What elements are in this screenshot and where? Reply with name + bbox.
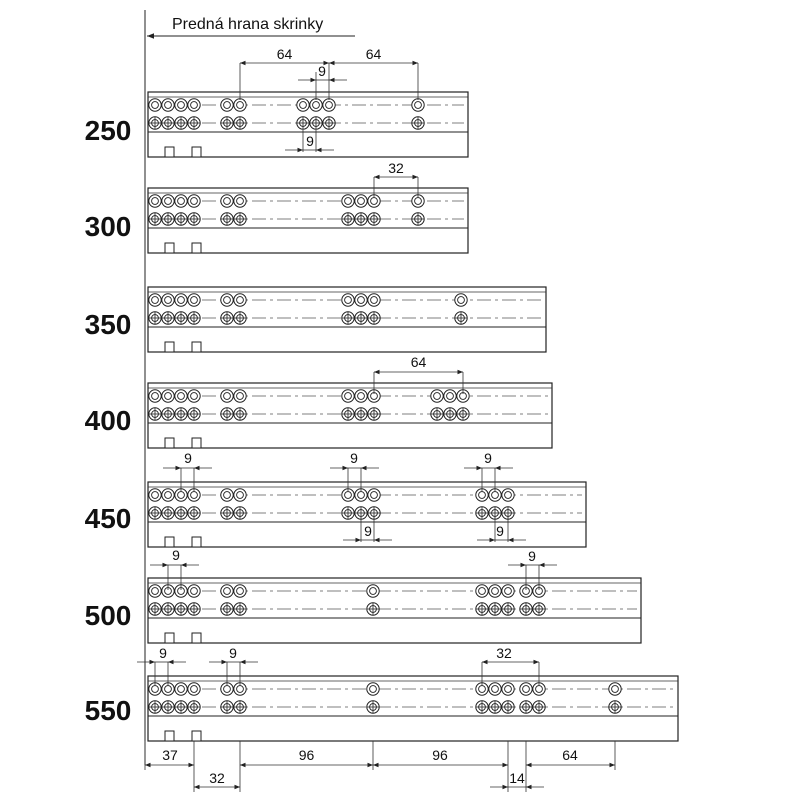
- dimension-value: 9: [484, 450, 492, 466]
- mounting-slot: [192, 537, 201, 547]
- hole: [520, 683, 532, 695]
- dimension-value: 9: [159, 645, 167, 661]
- rail-size-label: 550: [84, 695, 132, 726]
- hole: [609, 683, 621, 695]
- dimension-value: 64: [365, 46, 382, 62]
- dimension-value: 96: [298, 747, 315, 763]
- rail-350: [85, 287, 546, 352]
- dimension-value: 37: [162, 747, 178, 763]
- hole: [188, 585, 200, 597]
- hole: [431, 390, 443, 402]
- hole: [175, 99, 187, 111]
- hole: [297, 99, 309, 111]
- dimension-value: 9: [184, 450, 192, 466]
- hole: [234, 195, 246, 207]
- dimension-value: 64: [562, 747, 578, 763]
- hole: [162, 390, 174, 402]
- hole: [355, 294, 367, 306]
- hole: [221, 390, 233, 402]
- mounting-slot: [192, 731, 201, 741]
- mounting-slot: [192, 438, 201, 448]
- dimension-value: 32: [388, 160, 404, 176]
- hole: [368, 294, 380, 306]
- hole: [234, 489, 246, 501]
- hole: [455, 294, 467, 306]
- dimension-value: 32: [496, 645, 512, 661]
- dimension-value: 9: [528, 548, 536, 564]
- hole: [310, 99, 322, 111]
- front-edge-label: Predná hrana skrinky: [172, 16, 324, 33]
- dimension-value: 96: [432, 747, 448, 763]
- mounting-slot: [165, 243, 174, 253]
- rail-size-label: 500: [84, 600, 132, 631]
- hole: [323, 99, 335, 111]
- mounting-slot: [192, 342, 201, 352]
- dimension-value: 9: [364, 523, 372, 539]
- hole: [162, 489, 174, 501]
- rail-300: [85, 188, 468, 253]
- dimension: [526, 747, 615, 765]
- hole: [188, 683, 200, 695]
- dimension-value: 9: [318, 63, 326, 79]
- dimension-value: 64: [276, 46, 293, 62]
- hole: [234, 99, 246, 111]
- rail-size-label: 250: [84, 115, 132, 146]
- hole: [149, 390, 161, 402]
- hole: [342, 390, 354, 402]
- rails-group: [85, 92, 678, 741]
- rail-size-label: 300: [84, 211, 132, 242]
- hole: [162, 294, 174, 306]
- hole: [188, 294, 200, 306]
- hole: [234, 294, 246, 306]
- hole: [149, 195, 161, 207]
- hole: [221, 294, 233, 306]
- hole: [412, 99, 424, 111]
- hole: [188, 195, 200, 207]
- dimension: [145, 747, 194, 765]
- hole: [444, 390, 456, 402]
- hole: [502, 585, 514, 597]
- dimension: [194, 770, 240, 787]
- hole: [342, 195, 354, 207]
- rail-250: [85, 92, 468, 157]
- hole: [367, 585, 379, 597]
- dimension-value: 9: [350, 450, 358, 466]
- hole: [368, 489, 380, 501]
- rail-size-label: 450: [84, 503, 132, 534]
- rail-size-label: 350: [84, 309, 132, 340]
- hole: [175, 294, 187, 306]
- hole: [221, 585, 233, 597]
- rail-450: [85, 482, 586, 547]
- mounting-slot: [192, 147, 201, 157]
- hole: [502, 489, 514, 501]
- dimension: [240, 747, 373, 765]
- hole: [149, 489, 161, 501]
- mounting-slot: [192, 243, 201, 253]
- hole: [221, 489, 233, 501]
- mounting-slot: [165, 147, 174, 157]
- hole: [162, 99, 174, 111]
- hole: [149, 294, 161, 306]
- dimension-value: 14: [509, 770, 525, 786]
- hole: [188, 390, 200, 402]
- dimension-value: 64: [410, 354, 427, 370]
- dimension-value: 9: [496, 523, 504, 539]
- hole: [489, 683, 501, 695]
- mounting-slot: [165, 342, 174, 352]
- dimension-value: 32: [209, 770, 225, 786]
- dimension: [490, 770, 544, 787]
- hole: [149, 99, 161, 111]
- hole: [188, 99, 200, 111]
- hole: [342, 294, 354, 306]
- rail-550: [85, 676, 678, 741]
- dimension: [373, 747, 508, 765]
- hole: [175, 195, 187, 207]
- mounting-slot: [165, 537, 174, 547]
- hole: [221, 99, 233, 111]
- hole: [175, 683, 187, 695]
- mounting-slot: [192, 633, 201, 643]
- dimension-value: 9: [229, 645, 237, 661]
- hole: [149, 585, 161, 597]
- hole: [221, 195, 233, 207]
- hole: [175, 390, 187, 402]
- hole: [162, 195, 174, 207]
- mounting-slot: [165, 438, 174, 448]
- hole: [234, 390, 246, 402]
- hole: [355, 195, 367, 207]
- hole: [355, 390, 367, 402]
- hole: [502, 683, 514, 695]
- hole: [367, 683, 379, 695]
- mounting-slot: [165, 731, 174, 741]
- dimension-value: 9: [306, 133, 314, 149]
- dimension-value: 9: [172, 547, 180, 563]
- rail-400: [85, 383, 552, 448]
- mounting-slot: [165, 633, 174, 643]
- hole: [489, 585, 501, 597]
- hole: [234, 585, 246, 597]
- hole: [476, 585, 488, 597]
- rail-size-label: 400: [84, 405, 132, 436]
